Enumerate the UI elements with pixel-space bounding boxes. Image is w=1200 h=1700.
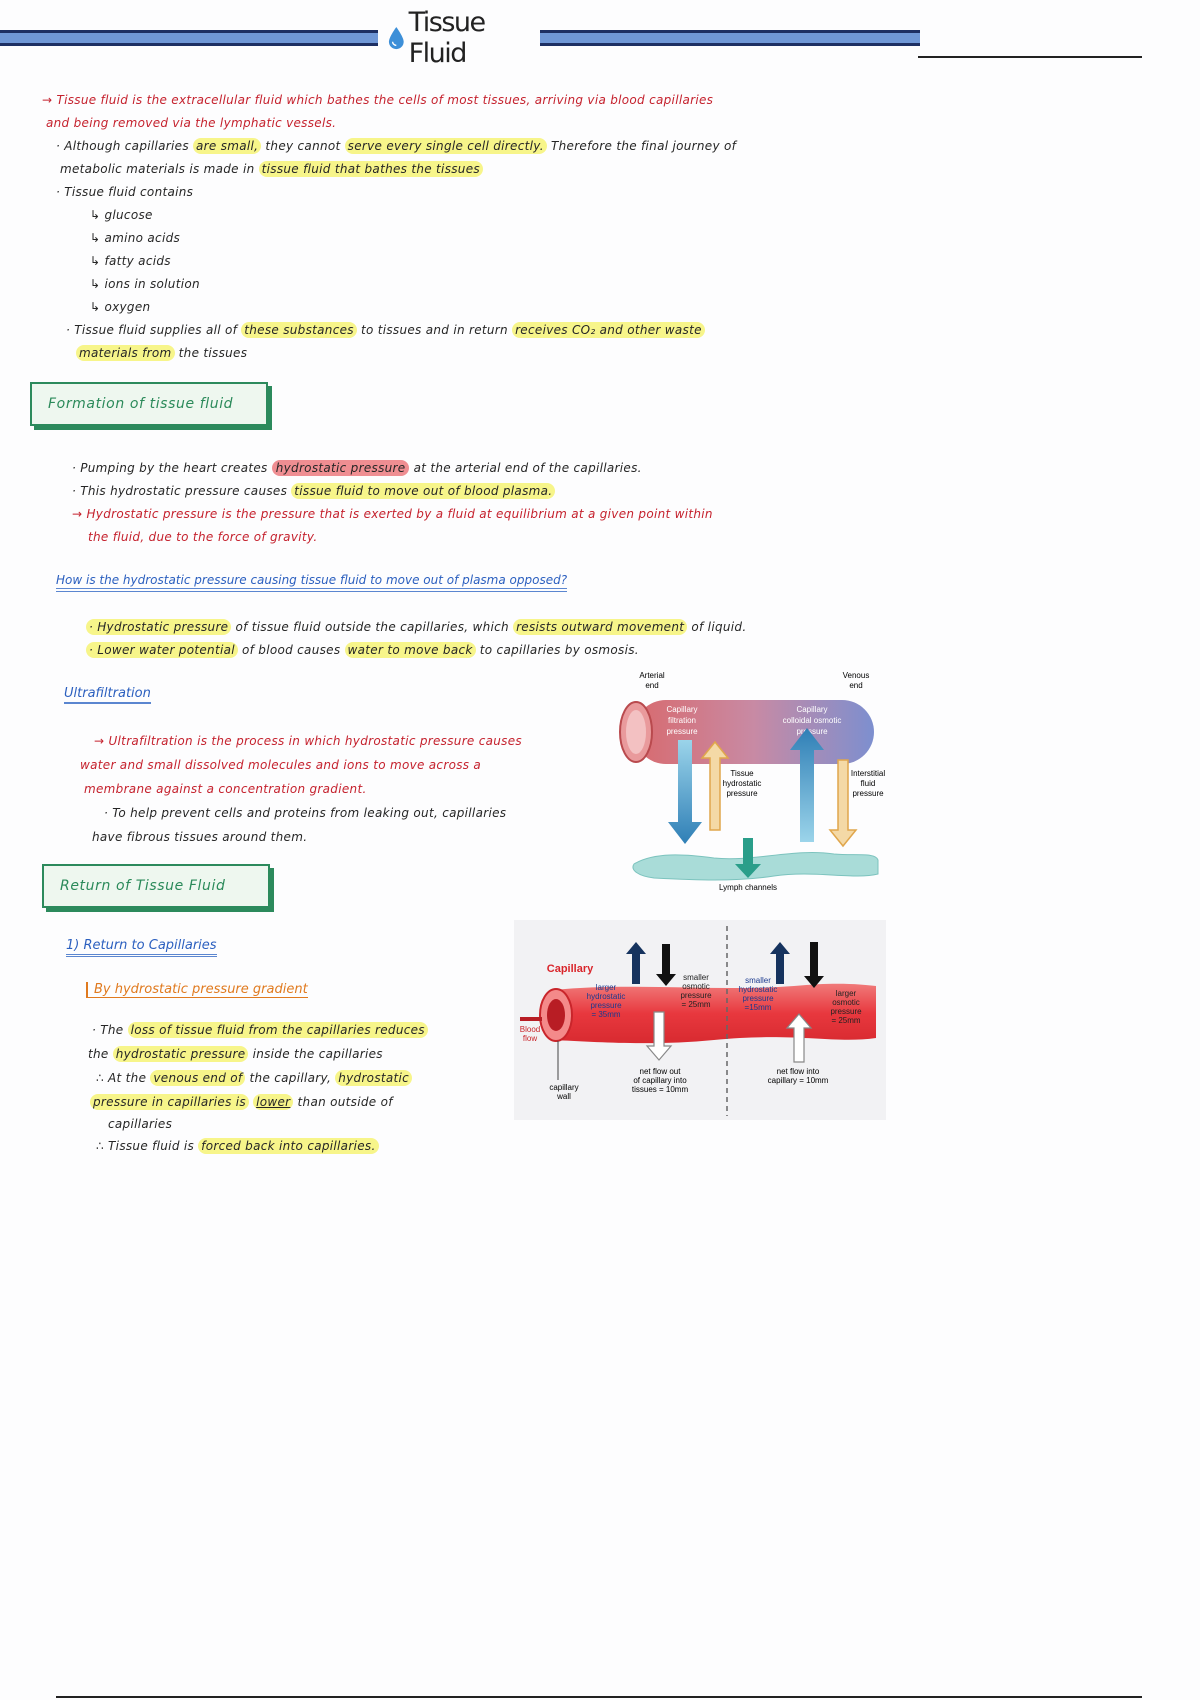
formation-line-2: · This hydrostatic pressure causes tissue fluid to move out of blood plasma. (72, 483, 555, 499)
label-interstitial: pressure (852, 789, 884, 798)
label-venous-end: end (849, 681, 863, 690)
label-lymph: Lymph channels (719, 883, 777, 892)
intro-definition-1: → Tissue fluid is the extracellular fluid which bathes the cells of most tissues, arriving via blood capillaries (42, 93, 714, 107)
contains-item: ↳ fatty acids (90, 254, 171, 268)
label-left-hydro: pressure (590, 1001, 622, 1010)
contains-item: ↳ glucose (90, 208, 153, 222)
label-right-osmotic: = 25mm (831, 1016, 861, 1025)
label-cap-colloid: Capillary (796, 705, 828, 714)
label-right-osmotic: pressure (830, 1007, 862, 1016)
answer-line-2: · Lower water potential of blood causes water to move back to capillaries by osmosis. (86, 642, 639, 658)
label-capillary-wall: wall (557, 1092, 571, 1101)
label-net-out: of capillary into (633, 1076, 687, 1085)
water-drop-icon (388, 25, 405, 51)
return-line-6: ∴ Tissue fluid is forced back into capillaries. (96, 1138, 379, 1154)
label-tissue-hydrostatic: hydrostatic (722, 779, 762, 788)
answer-line-1: · Hydrostatic pressure of tissue fluid outside the capillaries, which resists outward movement of liquid. (86, 619, 746, 635)
ultrafiltration-line-2: water and small dissolved molecules and ions to move across a (80, 758, 482, 772)
label-left-hydro: hydrostatic (586, 992, 626, 1001)
label-cap-filtration: Capillary (666, 705, 698, 714)
contains-item: ↳ amino acids (90, 231, 181, 245)
capillary-pressure-gradient-diagram (514, 920, 886, 1120)
label-arterial-end: Arterial (639, 671, 665, 680)
formation-line-4: the fluid, due to the force of gravity. (88, 530, 318, 544)
return-line-1: · The loss of tissue fluid from the capillaries reduces (92, 1022, 428, 1038)
formation-line-1: · Pumping by the heart creates hydrostatic pressure at the arterial end of the capillaries. (72, 461, 642, 475)
label-tissue-hydrostatic: Tissue (730, 769, 754, 778)
label-capillary: Capillary (546, 963, 594, 975)
contains-label: · Tissue fluid contains (56, 185, 194, 199)
label-left-hydro: = 35mm (591, 1010, 621, 1019)
ultrafiltration-line-4: · To help prevent cells and proteins from leaking out, capillaries (104, 806, 507, 820)
intro-paragraph-2-cont: materials from the tissues (76, 345, 247, 361)
return-line-4: pressure in capillaries is lower than outside of (90, 1094, 393, 1110)
page-title-text: Tissue Fluid (408, 7, 485, 69)
label-interstitial: Interstitial (850, 769, 886, 778)
label-right-hydro: hydrostatic (738, 985, 778, 994)
label-net-out: net flow out (639, 1067, 681, 1076)
ultrafiltration-heading: Ultrafiltration (64, 686, 151, 704)
ultrafiltration-line-5: have fibrous tissues around them. (92, 830, 308, 844)
return-orange-heading: By hydrostatic pressure gradient (86, 982, 308, 998)
ultrafiltration-line-3: membrane against a concentration gradient. (84, 782, 367, 796)
page-title (388, 7, 538, 69)
contains-item: ↳ ions in solution (90, 277, 200, 291)
capillary-pressure-diagram (614, 666, 894, 896)
label-cap-colloid: pressure (796, 727, 828, 736)
intro-paragraph-1-cont: metabolic materials is made in tissue fluid that bathes the tissues (60, 161, 483, 177)
bottom-rule (56, 1696, 1142, 1698)
formation-question: How is the hydrostatic pressure causing tissue fluid to move out of plasma opposed? (56, 573, 567, 592)
label-arterial-end: end (645, 681, 659, 690)
intro-definition-2: and being removed via the lymphatic vessels. (46, 116, 337, 130)
label-left-osmotic: osmotic (682, 982, 710, 991)
ultrafiltration-line-1: → Ultrafiltration is the process in which hydrostatic pressure causes (94, 734, 522, 748)
label-left-hydro: larger (595, 983, 617, 992)
label-right-osmotic: osmotic (832, 998, 860, 1007)
label-net-in: net flow into (776, 1067, 820, 1076)
header-bar-left (0, 30, 378, 46)
return-line-2: the hydrostatic pressure inside the capillaries (88, 1047, 383, 1061)
label-cap-colloid: colloidal osmotic (782, 716, 842, 725)
label-net-in: capillary = 10mm (767, 1076, 829, 1085)
label-right-hydro: =15mm (744, 1003, 772, 1012)
label-right-osmotic: larger (835, 989, 857, 998)
blood-flow-arrow (520, 1017, 542, 1021)
formation-heading: Formation of tissue fluid (30, 382, 268, 426)
label-left-osmotic: smaller (683, 973, 709, 982)
intro-paragraph-2: · Tissue fluid supplies all of these substances to tissues and in return receives CO₂ and other waste (66, 322, 705, 338)
label-left-osmotic: = 25mm (681, 1000, 711, 1009)
label-tissue-hydrostatic: pressure (726, 789, 758, 798)
contains-item: ↳ oxygen (90, 300, 151, 314)
label-cap-filtration: pressure (666, 727, 698, 736)
label-cap-filtration: filtration (667, 716, 697, 725)
colloid-arrow (790, 728, 824, 842)
return-line-5: capillaries (108, 1117, 173, 1131)
label-right-hydro: smaller (745, 976, 771, 985)
label-capillary-wall: capillary (549, 1083, 579, 1092)
top-rule (918, 56, 1142, 58)
return-line-3: ∴ At the venous end of the capillary, hydrostatic (96, 1070, 412, 1086)
formation-line-3: → Hydrostatic pressure is the pressure that is exerted by a fluid at equilibrium at a given point within (72, 507, 713, 521)
return-subheading: 1) Return to Capillaries (66, 938, 217, 957)
label-blood-flow: Blood (519, 1025, 541, 1034)
label-left-osmotic: pressure (680, 991, 712, 1000)
label-venous-end: Venous (842, 671, 870, 680)
intro-paragraph-1: · Although capillaries are small, they cannot serve every single cell directly. Therefore the final journey of (56, 139, 737, 153)
label-net-out: tissues = 10mm (631, 1085, 689, 1094)
label-blood-flow: flow (522, 1034, 538, 1043)
return-heading: Return of Tissue Fluid (42, 864, 270, 908)
header-bar-right (540, 30, 920, 46)
label-interstitial: fluid (860, 779, 876, 788)
label-right-hydro: pressure (742, 994, 774, 1003)
